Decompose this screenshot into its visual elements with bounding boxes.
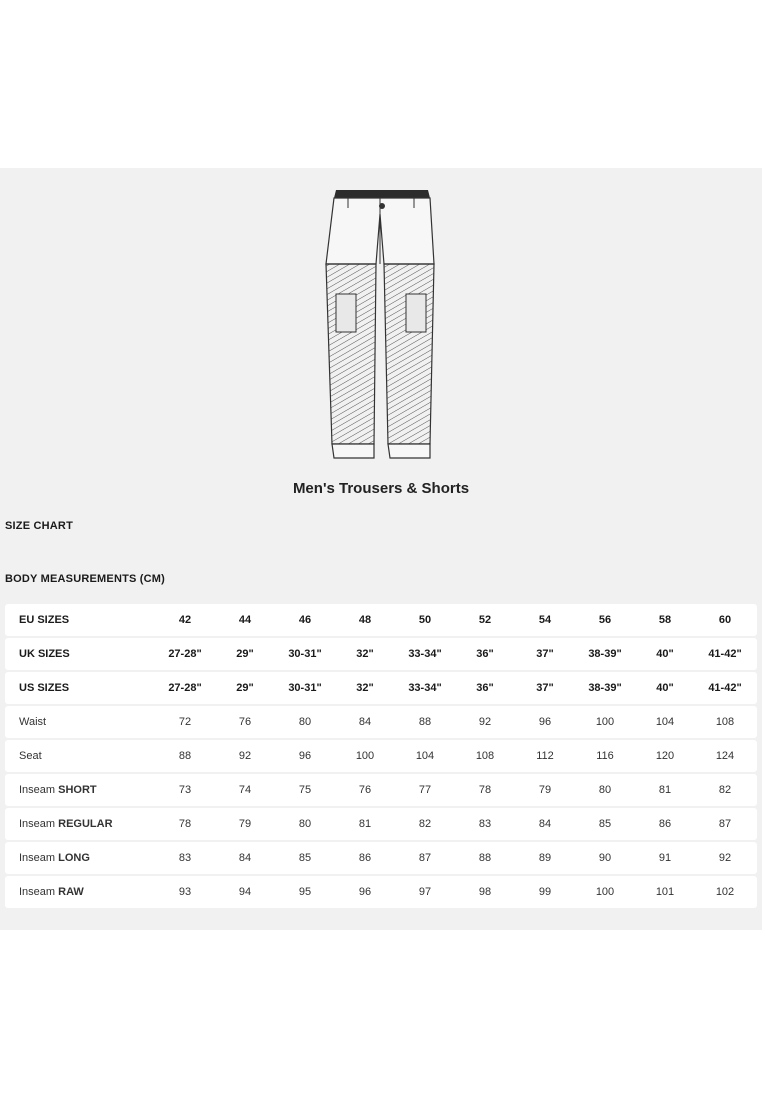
table-row [5, 706, 757, 738]
table-cell: 72 [178, 716, 192, 728]
table-cell: 30-31" [288, 682, 322, 694]
table-cell: 32" [356, 682, 374, 694]
table-cell: 30-31" [288, 648, 322, 660]
row-label [5, 818, 155, 830]
table-cell: 27-28" [168, 682, 202, 694]
table-cell: 88 [418, 716, 432, 728]
table-cell: 42 [178, 614, 192, 626]
table-cell: 85 [598, 818, 612, 830]
table-cell: 101 [655, 886, 675, 898]
row-label-text: Inseam [19, 818, 59, 830]
row-label [5, 784, 155, 796]
table-cell: 96 [538, 716, 552, 728]
table-cell: 82 [418, 818, 432, 830]
table-cell: 79 [238, 818, 252, 830]
row-label-suffix: SHORT [58, 784, 97, 796]
table-cell: 88 [178, 750, 192, 762]
row-label-text: Seat [19, 750, 42, 762]
table-cell: 54 [538, 614, 552, 626]
table-cell: 79 [538, 784, 552, 796]
table-cell: 38-39" [588, 648, 622, 660]
row-label [5, 750, 155, 762]
table-cell: 88 [478, 852, 492, 864]
row-label [5, 716, 155, 728]
table-cell: 80 [598, 784, 612, 796]
table-cell: 38-39" [588, 682, 622, 694]
table-cell: 33-34" [408, 682, 442, 694]
table-cell: 60 [718, 614, 732, 626]
table-row [5, 740, 757, 772]
table-cell: 84 [538, 818, 552, 830]
table-cell: 112 [536, 750, 554, 762]
table-cell: 97 [418, 886, 432, 898]
row-label-text: Inseam [19, 784, 59, 796]
table-cell: 36" [476, 648, 494, 660]
table-cell: 116 [596, 750, 614, 762]
table-cell: 83 [478, 818, 492, 830]
row-label [5, 648, 155, 660]
table-cell: 41-42" [708, 648, 742, 660]
table-cell: 81 [358, 818, 372, 830]
table-cell: 48 [358, 614, 372, 626]
table-cell: 78 [478, 784, 492, 796]
table-cell: 86 [658, 818, 672, 830]
table-cell: 37" [536, 682, 554, 694]
table-cell: 100 [595, 716, 615, 728]
row-label-text: US SIZES [19, 682, 70, 694]
table-cell: 37" [536, 648, 554, 660]
table-row [5, 876, 757, 908]
table-cell: 46 [298, 614, 312, 626]
table-cell: 98 [478, 886, 492, 898]
row-label-text: Inseam [19, 852, 59, 864]
table-cell: 84 [238, 852, 252, 864]
table-cell: 85 [298, 852, 312, 864]
table-cell: 74 [238, 784, 252, 796]
table-cell: 91 [658, 852, 672, 864]
table-cell: 75 [298, 784, 312, 796]
table-cell: 104 [655, 716, 675, 728]
table-cell: 92 [238, 750, 252, 762]
table-cell: 58 [658, 614, 672, 626]
table-cell: 99 [538, 886, 552, 898]
table-cell: 56 [598, 614, 612, 626]
row-label-text: Waist [19, 716, 47, 728]
table-cell: 87 [418, 852, 432, 864]
table-cell: 100 [355, 750, 375, 762]
table-cell: 96 [358, 886, 372, 898]
table-cell: 83 [178, 852, 192, 864]
row-label-text: Inseam [19, 886, 59, 898]
table-row [5, 672, 757, 704]
table-cell: 87 [718, 818, 732, 830]
row-label [5, 614, 155, 626]
table-cell: 40" [656, 648, 674, 660]
table-row [5, 638, 757, 670]
row-label-text: UK SIZES [19, 648, 70, 660]
size-table [5, 604, 757, 910]
table-cell: 96 [298, 750, 312, 762]
table-cell: 76 [238, 716, 252, 728]
table-cell: 108 [715, 716, 735, 728]
table-cell: 108 [475, 750, 495, 762]
table-cell: 80 [298, 818, 312, 830]
page-title: Men's Trousers & Shorts [292, 480, 470, 497]
table-cell: 95 [298, 886, 312, 898]
table-cell: 52 [478, 614, 492, 626]
table-cell: 102 [715, 886, 735, 898]
table-cell: 41-42" [708, 682, 742, 694]
table-cell: 36" [476, 682, 494, 694]
table-cell: 32" [356, 648, 374, 660]
row-label-suffix: RAW [58, 886, 84, 898]
table-cell: 84 [358, 716, 372, 728]
table-row [5, 842, 757, 874]
size-chart-panel [0, 168, 762, 930]
table-cell: 77 [418, 784, 432, 796]
table-cell: 81 [658, 784, 672, 796]
table-row [5, 774, 757, 806]
table-cell: 50 [418, 614, 432, 626]
table-cell: 76 [358, 784, 372, 796]
table-cell: 92 [718, 852, 732, 864]
table-row [5, 808, 757, 840]
table-cell: 29" [236, 682, 254, 694]
table-cell: 40" [656, 682, 674, 694]
table-cell: 44 [238, 614, 252, 626]
row-label [5, 886, 155, 898]
row-label-text: EU SIZES [19, 614, 70, 626]
table-cell: 93 [178, 886, 192, 898]
body-measurements-heading: BODY MEASUREMENTS (CM) [5, 573, 166, 585]
size-chart-heading: SIZE CHART [5, 520, 73, 532]
table-cell: 120 [655, 750, 675, 762]
row-label [5, 682, 155, 694]
table-cell: 124 [715, 750, 735, 762]
table-cell: 80 [298, 716, 312, 728]
table-cell: 73 [178, 784, 192, 796]
table-cell: 33-34" [408, 648, 442, 660]
trousers-illustration-icon [318, 184, 444, 484]
row-label [5, 852, 155, 864]
table-cell: 27-28" [168, 648, 202, 660]
table-cell: 89 [538, 852, 552, 864]
table-row [5, 604, 757, 636]
row-label-suffix: REGULAR [58, 818, 113, 830]
table-cell: 86 [358, 852, 372, 864]
table-cell: 78 [178, 818, 192, 830]
table-cell: 94 [238, 886, 252, 898]
table-cell: 92 [478, 716, 492, 728]
table-cell: 100 [595, 886, 615, 898]
table-cell: 82 [718, 784, 732, 796]
table-cell: 90 [598, 852, 612, 864]
table-cell: 104 [415, 750, 435, 762]
row-label-suffix: LONG [58, 852, 90, 864]
table-cell: 29" [236, 648, 254, 660]
